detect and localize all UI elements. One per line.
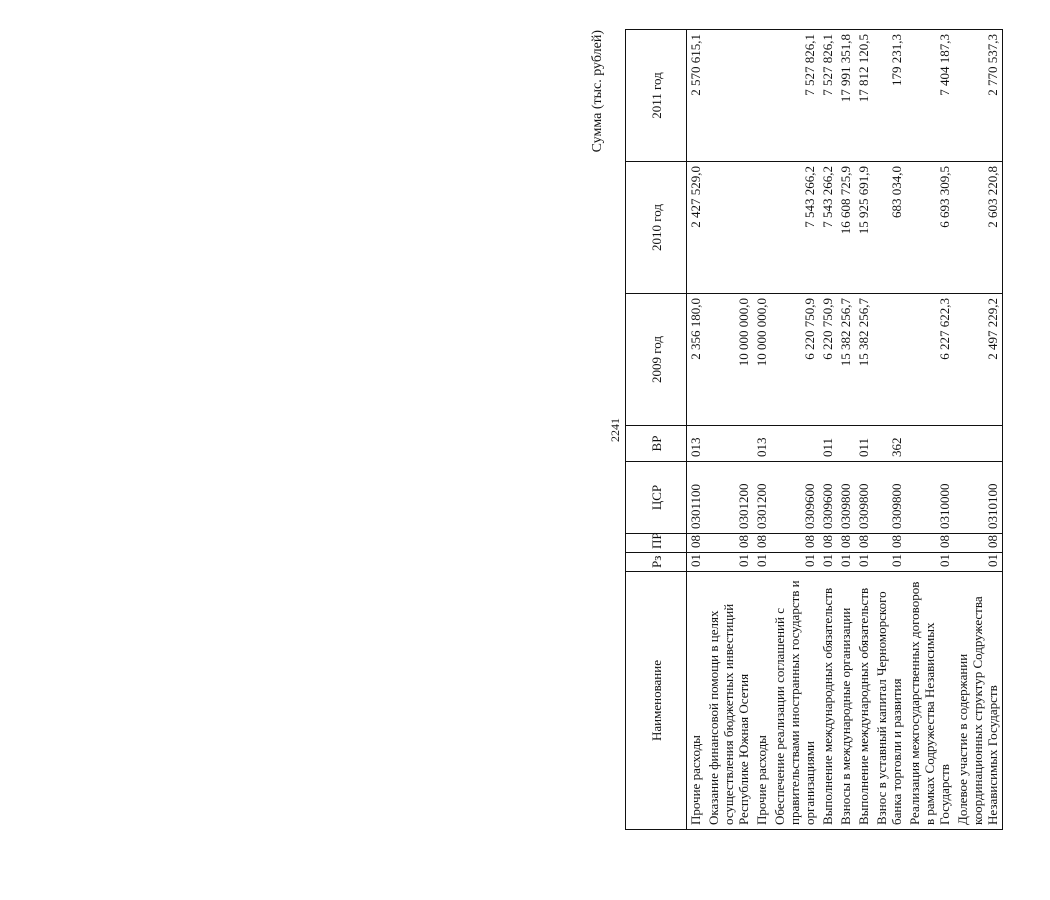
cell-vr: 362 xyxy=(873,426,906,462)
cell-pr: 08 xyxy=(855,534,873,553)
cell-name: Прочие расходы xyxy=(687,572,706,830)
cell-csr: 0301200 xyxy=(753,462,771,534)
cell-y2009: 6 220 750,9 xyxy=(771,294,819,426)
cell-y2010: 2 427 529,0 xyxy=(687,162,706,294)
table-row xyxy=(873,30,906,830)
cell-vr xyxy=(771,426,819,462)
cell-csr: 0301200 xyxy=(705,462,753,534)
cell-y2011: 17 812 120,5 xyxy=(855,30,873,162)
cell-y2011: 2 770 537,3 xyxy=(954,30,1003,162)
table-row xyxy=(837,30,855,830)
table-row xyxy=(687,30,706,830)
cell-y2011 xyxy=(705,30,753,162)
cell-csr: 0309800 xyxy=(873,462,906,534)
cell-y2010: 2 603 220,8 xyxy=(954,162,1003,294)
cell-pr: 08 xyxy=(705,534,753,553)
cell-pr: 08 xyxy=(753,534,771,553)
cell-name: Прочие расходы xyxy=(753,572,771,830)
cell-y2010: 16 608 725,9 xyxy=(837,162,855,294)
header-vr: ВР xyxy=(626,426,687,462)
cell-y2011: 179 231,3 xyxy=(873,30,906,162)
cell-vr xyxy=(906,426,954,462)
cell-y2010: 7 543 266,2 xyxy=(771,162,819,294)
table-row xyxy=(855,30,873,830)
cell-rz: 01 xyxy=(771,553,819,572)
cell-csr: 0301100 xyxy=(687,462,706,534)
cell-vr xyxy=(837,426,855,462)
header-csr: ЦСР xyxy=(626,462,687,534)
cell-y2010: 683 034,0 xyxy=(873,162,906,294)
cell-csr: 0309800 xyxy=(837,462,855,534)
cell-y2009: 2 356 180,0 xyxy=(687,294,706,426)
cell-name: Выполнение международных обязательств xyxy=(855,572,873,830)
page-number: 2241 xyxy=(608,418,622,442)
cell-y2009: 2 497 229,2 xyxy=(954,294,1003,426)
budget-table xyxy=(625,29,1003,830)
cell-rz: 01 xyxy=(837,553,855,572)
cell-rz: 01 xyxy=(753,553,771,572)
table-row xyxy=(771,30,819,830)
header-rz: Рз xyxy=(626,553,687,572)
table-row xyxy=(954,30,1003,830)
header-row xyxy=(626,30,687,830)
cell-pr: 08 xyxy=(819,534,837,553)
table-body xyxy=(687,30,1003,830)
cell-y2011: 17 991 351,8 xyxy=(837,30,855,162)
table-row xyxy=(753,30,771,830)
header-2011: 2011 год xyxy=(626,30,687,162)
cell-name: Обеспечение реализации соглашений с правительствами иностранных государств и организациями xyxy=(771,572,819,830)
cell-pr: 08 xyxy=(906,534,954,553)
cell-y2009 xyxy=(873,294,906,426)
cell-vr: 013 xyxy=(753,426,771,462)
cell-name: Оказание финансовой помощи в целях осуществления бюджетных инвестиций Республике Южная Осетия xyxy=(705,572,753,830)
cell-csr: 0310000 xyxy=(906,462,954,534)
cell-y2011: 2 570 615,1 xyxy=(687,30,706,162)
units-label: Сумма (тыс. рублей) xyxy=(590,30,605,153)
cell-name: Взносы в международные организации xyxy=(837,572,855,830)
cell-csr: 0309600 xyxy=(771,462,819,534)
cell-y2009: 10 000 000,0 xyxy=(705,294,753,426)
cell-name: Долевое участие в содержании координационных структур Содружества Независимых Государств xyxy=(954,572,1003,830)
cell-y2010 xyxy=(705,162,753,294)
cell-y2010: 6 693 309,5 xyxy=(906,162,954,294)
cell-y2010: 7 543 266,2 xyxy=(819,162,837,294)
cell-csr: 0309800 xyxy=(855,462,873,534)
header-2010: 2010 год xyxy=(626,162,687,294)
header-2009: 2009 год xyxy=(626,294,687,426)
cell-y2009: 6 227 622,3 xyxy=(906,294,954,426)
cell-y2009: 6 220 750,9 xyxy=(819,294,837,426)
cell-rz: 01 xyxy=(855,553,873,572)
cell-vr: 011 xyxy=(819,426,837,462)
header-pr: ПР xyxy=(626,534,687,553)
header-name: Наименование xyxy=(626,572,687,830)
cell-vr: 011 xyxy=(855,426,873,462)
table-row xyxy=(819,30,837,830)
cell-csr: 0310100 xyxy=(954,462,1003,534)
cell-vr xyxy=(705,426,753,462)
cell-pr: 08 xyxy=(873,534,906,553)
cell-y2011 xyxy=(753,30,771,162)
cell-rz: 01 xyxy=(873,553,906,572)
cell-csr: 0309600 xyxy=(819,462,837,534)
cell-pr: 08 xyxy=(687,534,706,553)
cell-pr: 08 xyxy=(954,534,1003,553)
cell-y2009: 10 000 000,0 xyxy=(753,294,771,426)
cell-pr: 08 xyxy=(771,534,819,553)
cell-vr: 013 xyxy=(687,426,706,462)
table-row xyxy=(906,30,954,830)
cell-y2009: 15 382 256,7 xyxy=(837,294,855,426)
cell-name: Взнос в уставный капитал Черноморского банка торговли и развития xyxy=(873,572,906,830)
cell-name: Реализация межгосударственных договоров в рамках Содружества Независимых Государств xyxy=(906,572,954,830)
cell-y2010: 15 925 691,9 xyxy=(855,162,873,294)
cell-y2011: 7 404 187,3 xyxy=(906,30,954,162)
cell-rz: 01 xyxy=(819,553,837,572)
cell-rz: 01 xyxy=(705,553,753,572)
cell-vr xyxy=(954,426,1003,462)
cell-name: Выполнение международных обязательств xyxy=(819,572,837,830)
cell-y2010 xyxy=(753,162,771,294)
cell-rz: 01 xyxy=(906,553,954,572)
rotated-content xyxy=(590,30,1050,830)
cell-rz: 01 xyxy=(954,553,1003,572)
cell-rz: 01 xyxy=(687,553,706,572)
cell-pr: 08 xyxy=(837,534,855,553)
table-row xyxy=(705,30,753,830)
cell-y2011: 7 527 826,1 xyxy=(771,30,819,162)
cell-y2011: 7 527 826,1 xyxy=(819,30,837,162)
cell-y2009: 15 382 256,7 xyxy=(855,294,873,426)
